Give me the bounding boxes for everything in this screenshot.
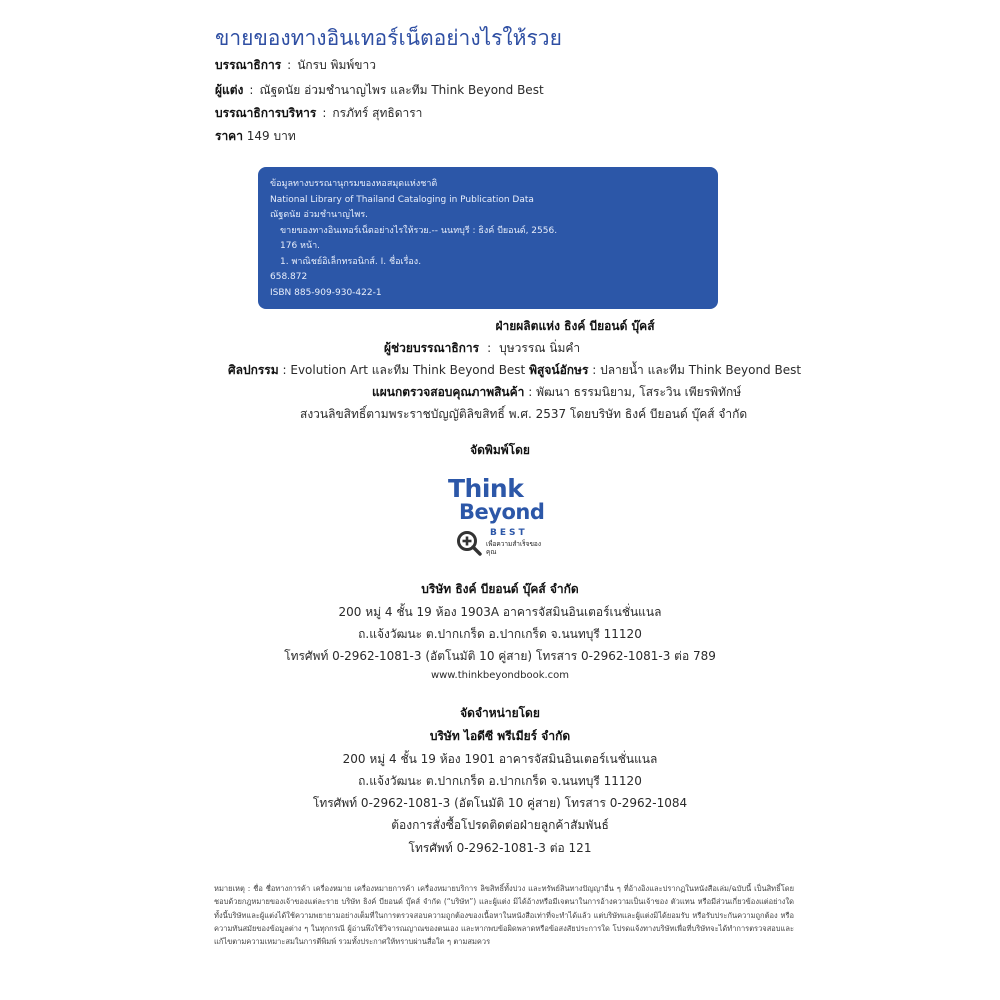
qc-label: แผนกตรวจสอบคุณภาพสินค้า: [372, 385, 525, 399]
disclaimer-note: หมายเหตุ : ชื่อ ชื่อทางการค้า เครื่องหมาย เครื่องหมายการค้า เครื่องหมายบริการ ลิขสิทธิ์ทั้งปวง และทรัพย์สินทางปัญญาอื่น ๆ ที่อ้างอิงและปรากฏในหนังสือเล่ม/ฉบับนี้ เป็นสิทธิ์โดยชอบด้วยกฎหมายของเจ้าของแต่ละราย บริษัท ธิงค์ บียอนด์ บุ๊คส์ จำกัด (“บริษัท”) และผู้แต่ง มิได้อ้างหรือมีเจตนาในการอ้างความเป็นเจ้าของ ตัวแทน หรือมีส่วนเกี่ยวข้องแต่อย่างใด ทั้งนี้บริษัทและผู้แต่งได้ใช้ความพยายามอย่างเต็มที่ในการตรวจสอบความถูกต้องของเนื้อหาในหนังสือเท่าที่จะทำได้แล้ว แต่บริษัทและผู้แต่งมิได้ยอมรับ หรือรับประกันความถูกต้อง หรือความทันสมัยของข้อมูลต่าง ๆ ในทุกกรณี ผู้อ่านพึงใช้วิจารณญาณของตนเอง และหากพบข้อผิดพลาดหรือข้อสงสัยประการใด โปรดแจ้งทางบริษัทเพื่อที่บริษัทจะได้ทำการตรวจสอบและแก้ไขตามความเหมาะสมในการตีพิมพ์ รวมทั้งประกาศให้ทราบผ่านสื่อใด ๆ ตามสมควร: [214, 884, 794, 947]
logo-text-beyond: Beyond: [459, 500, 545, 524]
cip-line: National Library of Thailand Cataloging in Publication Data: [270, 194, 534, 205]
assistant-label: ผู้ช่วยบรรณาธิการ: [384, 341, 480, 355]
credit-separator: :: [287, 58, 292, 72]
separator: :: [487, 341, 492, 355]
publisher-company: บริษัท ธิงค์ บียอนด์ บุ๊คส์ จำกัด: [421, 582, 579, 596]
publisher-address-1: 200 หมู่ 4 ชั้น 19 ห้อง 1903A อาคารจัสมินอินเตอร์เนชั่นแนล: [338, 605, 662, 619]
cip-line: ข้อมูลทางบรรณานุกรมของหอสมุดแห่งชาติ: [270, 179, 438, 189]
qc-value: พัฒนา ธรรมนิยาม, โสระวิน เพียรพิทักษ์: [536, 385, 742, 399]
publisher-phone: โทรศัพท์ 0-2962-1081-3 (อัตโนมัติ 10 คู่สาย) โทรสาร 0-2962-1081-3 ต่อ 789: [284, 649, 716, 663]
distributor-address-1: 200 หมู่ 4 ชั้น 19 ห้อง 1901 อาคารจัสมินอินเตอร์เนชั่นแนล: [342, 752, 658, 766]
credit-value: 149 บาท: [246, 129, 296, 143]
credit-value: กรภัทร์ สุทธิดารา: [332, 106, 423, 120]
credit-separator: :: [322, 106, 327, 120]
separator: :: [528, 385, 533, 399]
assistant-value: บุษวรรณ นิ่มคำ: [499, 341, 581, 355]
credit-author: [215, 81, 544, 100]
logo-text-best: BEST: [490, 528, 528, 538]
art-proof-row: [228, 361, 801, 380]
cip-line: 176 หน้า.: [280, 241, 321, 251]
logo-slogan: เพื่อความสำเร็จของคุณ: [486, 540, 542, 556]
proof-value: ปลายน้ำ และทีม Think Beyond Best: [600, 363, 802, 377]
distributor-address-2: ถ.แจ้งวัฒนะ ต.ปากเกร็ด อ.ปากเกร็ด จ.นนทบุรี 11120: [358, 774, 642, 788]
printed-by-heading: จัดพิมพ์โดย: [470, 443, 530, 457]
cip-line: ISBN 885-909-930-422-1: [270, 287, 382, 298]
cip-line: 1. พาณิชย์อิเล็กทรอนิกส์. I. ชื่อเรื่อง.: [280, 256, 422, 267]
copyright-line: สงวนลิขสิทธิ์ตามพระราชบัญญัติลิขสิทธิ์ พ.ศ. 2537 โดยบริษัท ธิงค์ บียอนด์ บุ๊คส์ จำกัด: [300, 407, 748, 421]
credit-separator: :: [249, 83, 254, 97]
qc-row: [372, 383, 741, 402]
separator: :: [592, 363, 597, 377]
distributor-heading: จัดจำหน่ายโดย: [460, 706, 540, 720]
art-value: Evolution Art และทีม Think Beyond Best: [290, 363, 526, 377]
publisher-address-2: ถ.แจ้งวัฒนะ ต.ปากเกร็ด อ.ปากเกร็ด จ.นนทบุรี 11120: [358, 627, 642, 641]
credit-value: ณัฐดนัย อ่วมชำนาญไพร และทีม Think Beyond Best: [259, 83, 544, 97]
proof-label: พิสูจน์อักษร: [529, 363, 589, 377]
production-heading: ฝ่ายผลิตแห่ง ธิงค์ บียอนด์ บุ๊คส์: [495, 319, 655, 333]
art-label: ศิลปกรรม: [228, 363, 279, 377]
credit-executive-editor: [215, 104, 422, 123]
distributor-phone: โทรศัพท์ 0-2962-1081-3 (อัตโนมัติ 10 คู่สาย) โทรสาร 0-2962-1084: [312, 796, 688, 810]
separator: :: [282, 363, 287, 377]
distributor-order-phone: โทรศัพท์ 0-2962-1081-3 ต่อ 121: [408, 841, 592, 855]
credit-label: บรรณาธิการ: [215, 58, 282, 72]
publisher-logo: [448, 474, 558, 570]
credit-editor: [215, 56, 376, 75]
cip-line: ณัฐดนัย อ่วมชำนาญไพร.: [270, 210, 369, 220]
credit-price: [215, 127, 296, 146]
distributor-order-note: ต้องการสั่งซื้อโปรดติดต่อฝ่ายลูกค้าสัมพันธ์: [391, 818, 609, 832]
credit-value: นักรบ พิมพ์ขาว: [297, 58, 376, 72]
magnifier-plus-icon: [456, 530, 482, 556]
logo-text-think: Think: [448, 474, 524, 503]
credit-label: บรรณาธิการบริหาร: [215, 106, 317, 120]
credit-label: ผู้แต่ง: [215, 83, 244, 97]
cip-line: ขายของทางอินเทอร์เน็ตอย่างไรให้รวย.-- นนทบุรี : ธิงค์ บียอนด์, 2556.: [280, 225, 558, 236]
cip-line: 658.872: [270, 272, 308, 282]
book-title: ขายของทางอินเทอร์เน็ตอย่างไรให้รวย: [215, 26, 562, 50]
distributor-company: บริษัท ไอดีซี พรีเมียร์ จำกัด: [429, 729, 571, 743]
publisher-website[interactable]: www.thinkbeyondbook.com: [430, 670, 570, 681]
cip-data-box: [258, 167, 718, 309]
credit-label: ราคา: [215, 129, 243, 143]
assistant-editor-row: [384, 339, 580, 358]
